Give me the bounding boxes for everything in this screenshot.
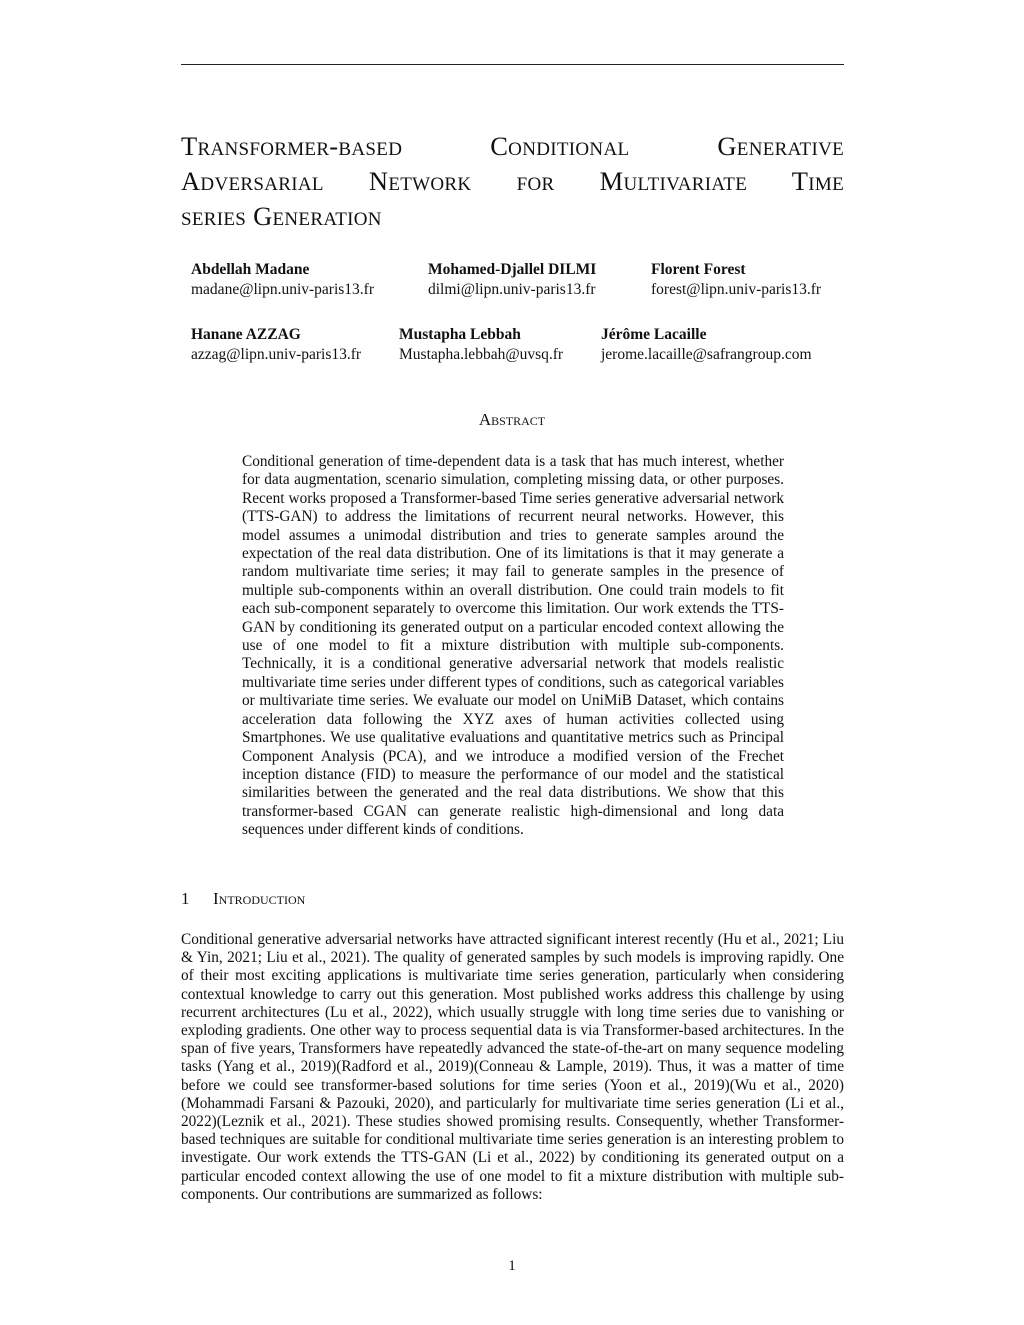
author-email: Mustapha.lebbah@uvsq.fr [399,346,564,363]
abstract-text: Conditional generation of time-dependent data is a task that has much interest, whether for data augmentation, scenario simulation, completing missing data, or other purposes. Recent works proposed a Transformer-based Time series generative adversarial network (TTS-GAN) to address the limitations of recurrent neural networks. However, this model assumes a unimodal distribution and tries to generate samples around the expectation of the real data distribution. One of its limitations is that it may generate a random multivariate time series; it may fail to generate samples in the presence of multiple sub-components within an overall distribution. One could train models to fit each sub-component separately to overcome this limitation. Our work extends the TTS-GAN by conditioning its generated output on a particular encoded context allowing the use of one model to fit a mixture distribution with multiple sub-components. Technically, it is a conditional generative adversarial network that models realistic multivariate time series under different types of conditions, such as categorical variables or multivariate time series. We evaluate our model on UniMiB Dataset, which contains acceleration data following the XYZ axes of human activities collected using Smartphones. We use qualitative evaluations and quantitative metrics such as Principal Component Analysis (PCA), and we introduce a modified version of the Frechet inception distance (FID) to measure the performance of our model and the statistical similarities between the generated and the real data distributions. We show that this transformer-based CGAN can generate realistic high-dimensional and long data sequences under different kinds of conditions. [242,453,784,839]
author-name: Hanane AZZAG [191,326,301,343]
section-number: 1 [181,889,190,908]
author-email: madane@lipn.univ-paris13.fr [191,281,375,298]
page-number: 1 [508,1258,516,1274]
author-email: dilmi@lipn.univ-paris13.fr [428,281,596,298]
section-heading [181,889,305,909]
title-line-2: Adversarial Network for Multivariate Time [181,166,844,196]
author-name: Abdellah Madane [191,261,310,278]
author-email: forest@lipn.univ-paris13.fr [651,281,822,298]
author-name: Jérôme Lacaille [601,326,707,343]
author-email: jerome.lacaille@safrangroup.com [601,346,812,363]
section-title: Introduction [213,889,306,908]
title-line-3: series Generation [181,201,382,231]
author-name: Florent Forest [651,261,746,278]
author-name: Mustapha Lebbah [399,326,521,343]
author-email: azzag@lipn.univ-paris13.fr [191,346,362,363]
title-line-1: Transformer-based Conditional Generative [181,131,844,161]
author-block [191,260,374,300]
author-block [651,260,821,300]
author-name: Mohamed-Djallel DILMI [428,261,597,278]
author-block [428,260,596,300]
paper-title [181,129,844,234]
abstract-heading: Abstract [478,410,546,429]
author-block [191,325,361,365]
top-rule [181,64,844,65]
introduction-text: Conditional generative adversarial networks have attracted significant interest recently (Hu et al., 2021; Liu & Yin, 2021; Liu et al., 2021). The quality of generated samples by such models is improving rapidly. One of their most exciting applications is multivariate time series generation, particularly when considering contextual knowledge to carry out this generation. Most published works address this challenge by using recurrent architectures (Lu et al., 2022), which usually struggle with long time series due to vanishing or exploding gradients. One other way to process sequential data is via Transformer-based architectures. In the span of five years, Transformers have repeatedly advanced the state-of-the-art on many sequence modeling tasks (Yang et al., 2019)(Radford et al., 2019)(Conneau & Lample, 2019). Thus, it was a matter of time before we could see transformer-based solutions for time series (Yoon et al., 2019)(Wu et al., 2020)(Mohammadi Farsani & Pazouki, 2020), and particularly for multivariate time series generation (Li et al., 2022)(Leznik et al., 2021). These studies showed promising results. Consequently, whether Transformer-based techniques are suitable for conditional multivariate time series generation is an interesting problem to investigate. Our work extends the TTS-GAN (Li et al., 2022) by conditioning its generated output on a particular encoded context allowing the use of one model to fit a mixture distribution with multiple sub-components. Our contributions are summarized as follows: [181,931,844,1203]
author-block [399,325,563,365]
author-block [601,325,812,365]
